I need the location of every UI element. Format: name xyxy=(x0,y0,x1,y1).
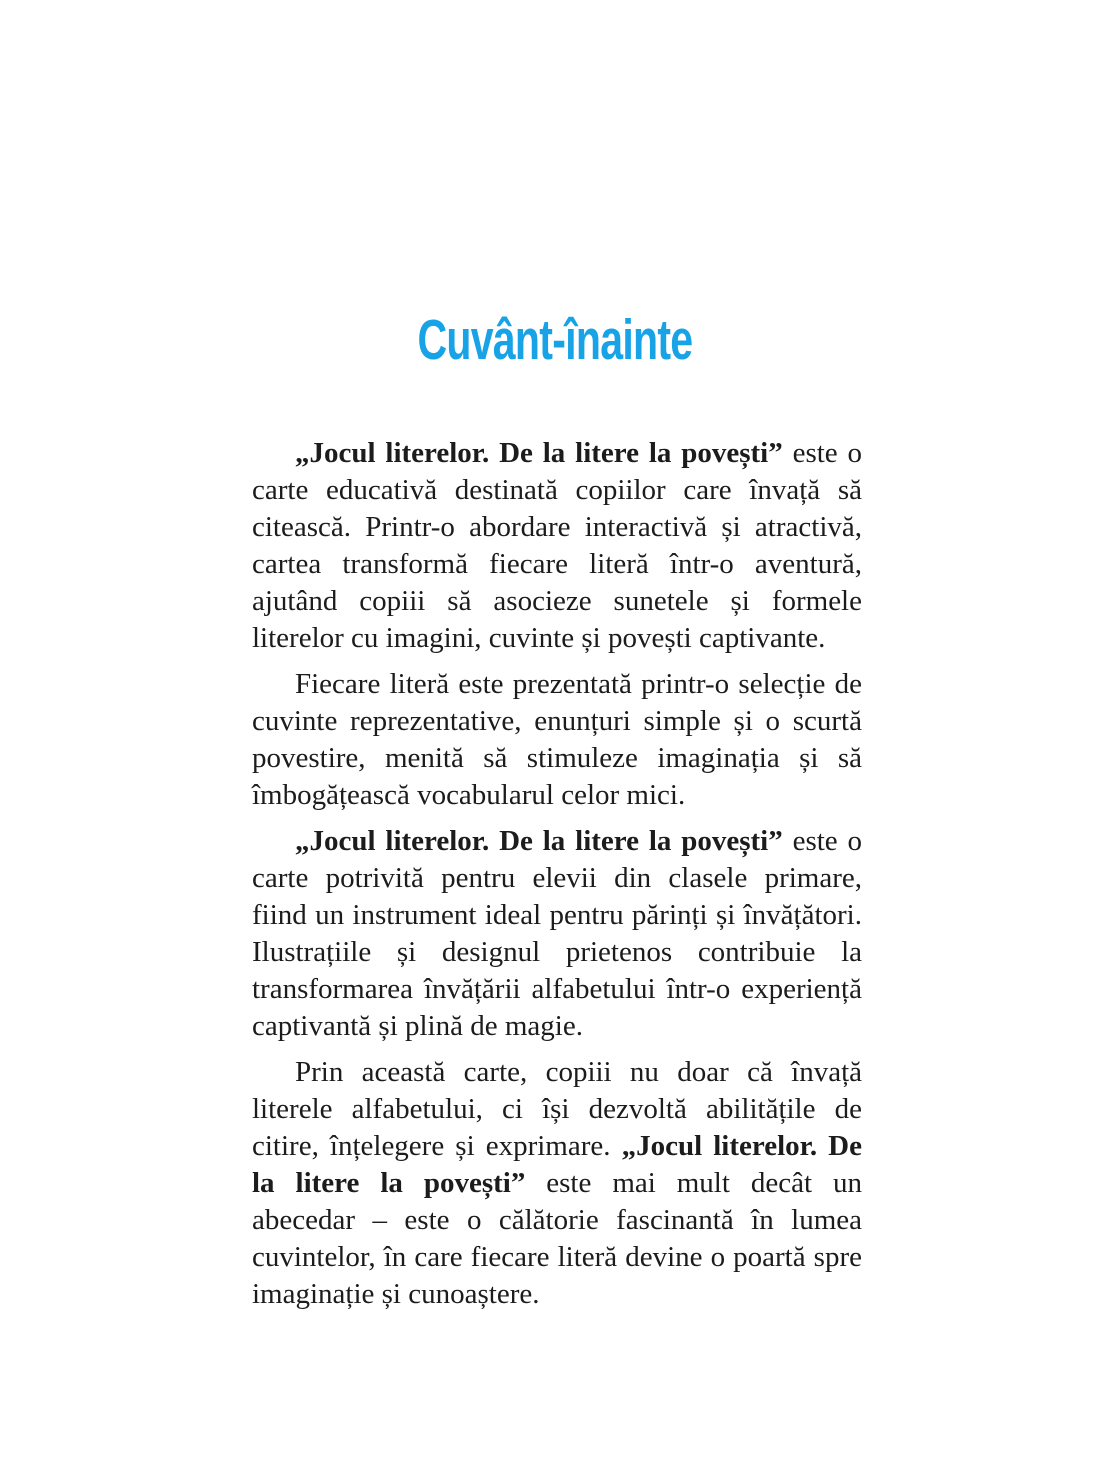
page-title-text: Cuvânt-înainte xyxy=(417,308,692,372)
paragraph-text: este o carte potrivită pentru elevii din clasele primare, fiind un instrument ideal pentru părinți și învățători. Ilustrațiile și designul prietenos contribuie la transformarea învățării alfabetului într-o experiență captivantă și plină de magie. xyxy=(252,825,862,1042)
paragraph xyxy=(252,1054,862,1313)
book-title-emphasis: „Jocul literelor. De la litere la povești” xyxy=(295,437,783,469)
page-title xyxy=(0,308,1109,372)
foreword-paragraphs xyxy=(252,435,862,1313)
paragraph xyxy=(252,666,862,814)
paragraph-text: Prin această carte, copiii nu doar că învață literele alfabetului, ci își dezvoltă abilitățile de citire, înțelegere și exprimare. xyxy=(252,1056,862,1162)
paragraph-text: este mai mult decât un abecedar – este o călătorie fascinantă în lumea cuvintelor, în care fiecare literă devine o poartă spre imaginație și cunoaștere. xyxy=(252,1167,862,1310)
book-title-emphasis: „Jocul literelor. De la litere la povești” xyxy=(295,825,783,857)
book-title-emphasis: „Jocul literelor. De la litere la povești” xyxy=(252,1130,862,1199)
paragraph-text: este o carte educativă destinată copiilor care învață să citească. Printr-o abordare interactivă și atractivă, cartea transformă fiecare literă într-o aventură, ajutând copiii să asocieze sunetele și formele literelor cu imagini, cuvinte și povești captivante. xyxy=(252,437,862,654)
paragraph-text: Fiecare literă este prezentată printr-o selecție de cuvinte reprezentative, enunțuri simple și o scurtă povestire, menită să stimuleze imaginația și să îmbogățească vocabularul celor mici. xyxy=(252,668,862,811)
paragraph xyxy=(252,435,862,657)
paragraph xyxy=(252,823,862,1045)
